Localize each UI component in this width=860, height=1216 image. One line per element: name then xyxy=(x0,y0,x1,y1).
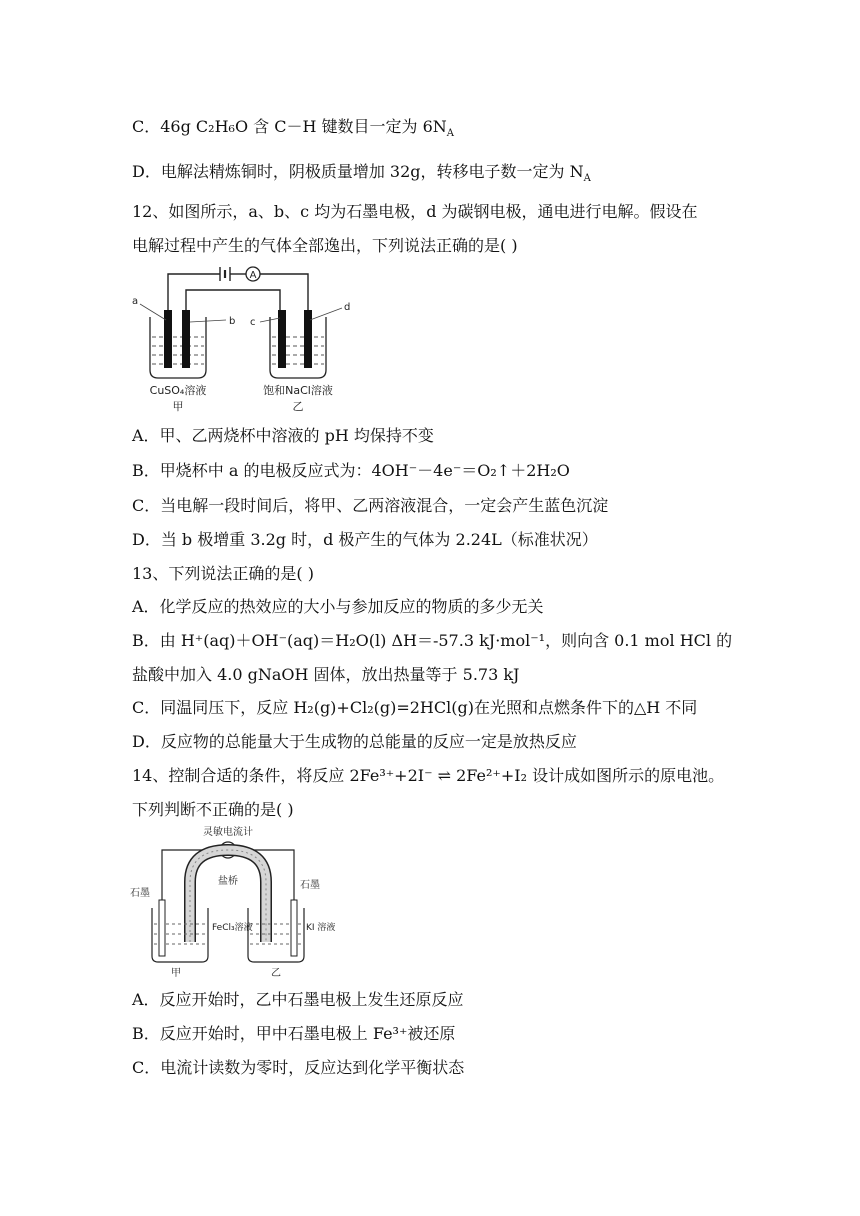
q13-option-b-line1: B．由 H⁺(aq)＋OH⁻(aq)＝H₂O(l) ΔH＝-57.3 kJ·mol⁻¹，则向含 0.1 mol HCl 的 xyxy=(132,631,733,650)
electrolysis-diagram xyxy=(128,262,368,414)
battery-icon xyxy=(220,267,230,281)
beaker-jia-cell xyxy=(152,900,208,962)
q11-option-d-text: D．电解法精炼铜时，阴极质量增加 32g，转移电子数一定为 N xyxy=(132,162,584,181)
electrode-d-label: d xyxy=(344,302,351,313)
ammeter-label: A xyxy=(249,270,257,281)
galvanometer-label: 灵敏电流计 xyxy=(203,827,253,838)
left-solution-label: CuSO₄溶液 xyxy=(149,384,207,397)
right-beaker-name: 乙 xyxy=(271,968,281,979)
q13-option-d: D．反应物的总能量大于生成物的总能量的反应一定是放热反应 xyxy=(132,732,577,751)
left-electrode-label: 石墨 xyxy=(130,888,150,899)
q12-option-a: A．甲、乙两烧杯中溶液的 pH 均保持不变 xyxy=(132,426,434,445)
left-beaker-name: 甲 xyxy=(171,968,181,979)
q11-option-d xyxy=(132,161,591,190)
q14-option-a: A．反应开始时，乙中石墨电极上发生还原反应 xyxy=(132,990,464,1009)
electrode-a-label: a xyxy=(132,296,139,307)
q11-option-d-subscript: A xyxy=(583,173,591,185)
q12-option-c: C．当电解一段时间后，将甲、乙两溶液混合，一定会产生蓝色沉淀 xyxy=(132,496,609,515)
q12-stem-line2: 电解过程中产生的气体全部逸出，下列说法正确的是( ) xyxy=(132,236,518,255)
right-solution-label: KI 溶液 xyxy=(306,923,336,933)
q12-option-b: B．甲烧杯中 a 的电极反应式为：4OH⁻－4e⁻＝O₂↑＋2H₂O xyxy=(132,461,570,480)
q13-option-b-line2: 盐酸中加入 4.0 gNaOH 固体，放出热量等于 5.73 kJ xyxy=(132,665,520,684)
left-beaker-name: 甲 xyxy=(172,400,184,413)
left-solution-label: FeCl₃溶液 xyxy=(212,923,253,933)
q14-option-b: B．反应开始时，甲中石墨电极上 Fe³⁺被还原 xyxy=(132,1024,456,1043)
beaker-yi-cell xyxy=(248,900,304,962)
q14-stem-line2: 下列判断不正确的是( ) xyxy=(132,800,294,819)
right-electrode-label: 石墨 xyxy=(300,880,320,891)
q13-stem: 13、下列说法正确的是( ) xyxy=(132,564,314,583)
right-beaker-name: 乙 xyxy=(292,400,304,413)
q14-option-c: C．电流计读数为零时，反应达到化学平衡状态 xyxy=(132,1058,465,1077)
q11-option-c xyxy=(132,116,454,145)
q13-option-a: A．化学反应的热效应的大小与参加反应的物质的多少无关 xyxy=(132,597,544,616)
q14-stem-line1: 14、控制合适的条件，将反应 2Fe³⁺+2I⁻ ⇌ 2Fe²⁺+I₂ 设计成如图所示的原电池。 xyxy=(132,766,725,785)
beaker-jia xyxy=(150,310,206,378)
q11-option-c-subscript: A xyxy=(446,128,455,140)
q11-option-c-text: C．46g C₂H₆O 含 C－H 键数目一定为 6N xyxy=(132,117,447,136)
q12-stem-line1: 12、如图所示，a、b、c 均为石墨电极，d 为碳钢电极，通电进行电解。假设在 xyxy=(132,202,698,221)
q12-option-d: D．当 b 极增重 3.2g 时，d 极产生的气体为 2.24L（标准状况） xyxy=(132,530,598,549)
electrode-c-label: c xyxy=(250,317,256,328)
q13-option-c: C．同温同压下，反应 H₂(g)+Cl₂(g)=2HCl(g)在光照和点燃条件下的△H 不同 xyxy=(132,698,698,717)
galvanic-cell-diagram xyxy=(128,824,336,980)
beaker-yi xyxy=(270,310,326,378)
ammeter-icon xyxy=(246,267,260,281)
right-solution-label: 饱和NaCl溶液 xyxy=(263,384,333,397)
electrode-b-label: b xyxy=(229,316,236,327)
salt-bridge-label: 盐桥 xyxy=(218,876,238,887)
